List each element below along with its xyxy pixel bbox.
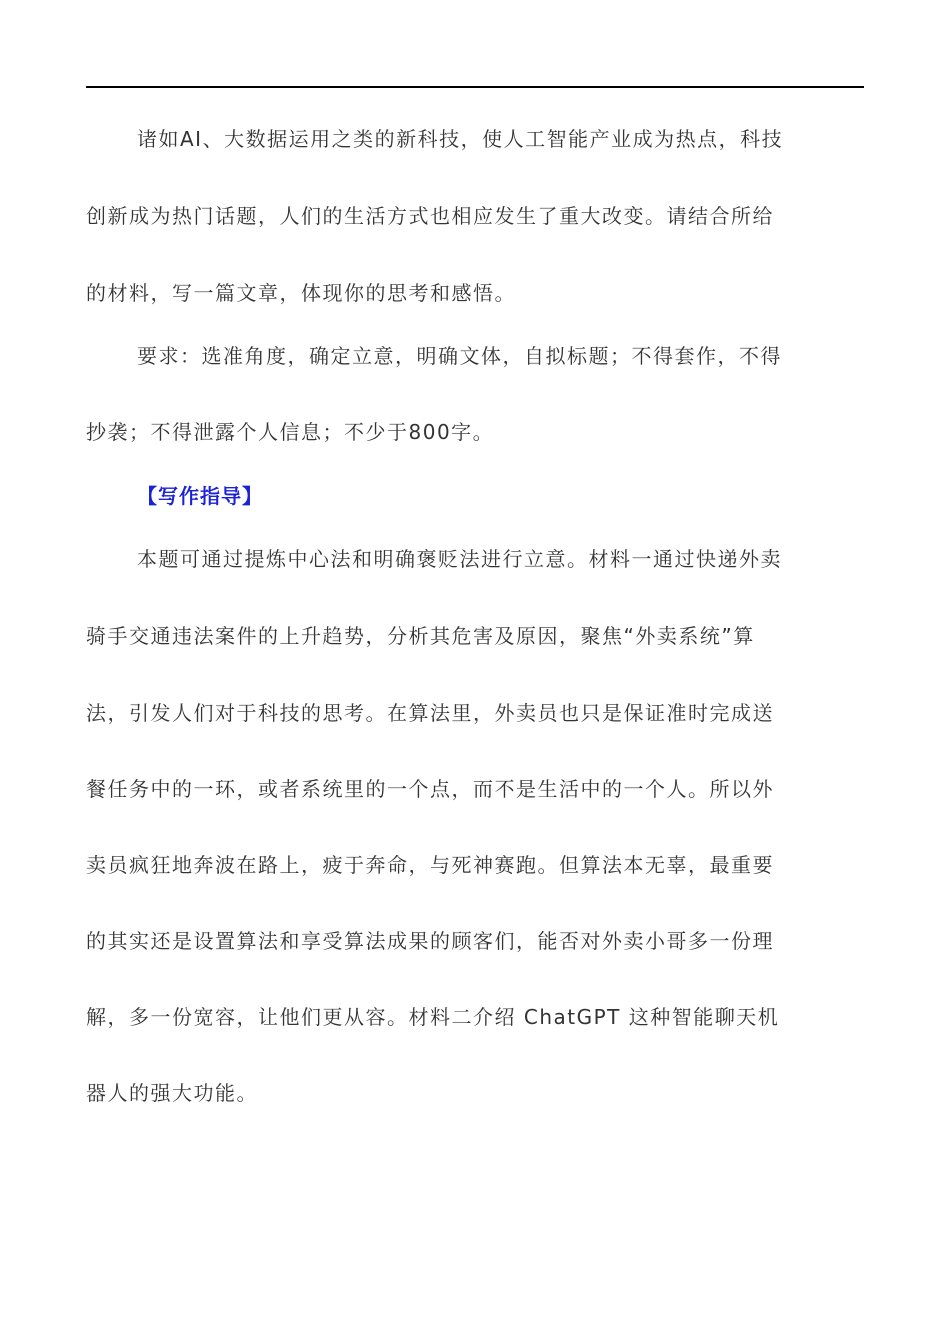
requirements-line-1: 要求：选准角度，确定立意，明确文体，自拟标题；不得套作，不得 (137, 344, 782, 368)
guidance-line-8: 器人的强大功能。 (86, 1081, 258, 1105)
header-rule (86, 86, 864, 88)
guidance-line-3: 法，引发人们对于科技的思考。在算法里，外卖员也只是保证准时完成送 (86, 701, 774, 725)
guidance-line-2: 骑手交通违法案件的上升趋势，分析其危害及原因，聚焦“外卖系统”算 (86, 624, 755, 648)
guidance-line-5: 卖员疯狂地奔波在路上，疲于奔命，与死神赛跑。但算法本无辜，最重要 (86, 853, 774, 877)
requirements-line-2: 抄袭；不得泄露个人信息；不少于800字。 (86, 420, 495, 444)
prompt-line-1: 诸如AI、大数据运用之类的新科技，使人工智能产业成为热点，科技 (137, 127, 784, 151)
guidance-line-4: 餐任务中的一环，或者系统里的一个点，而不是生活中的一个人。所以外 (86, 777, 774, 801)
prompt-line-2: 创新成为热门话题，人们的生活方式也相应发生了重大改变。请结合所给 (86, 204, 774, 228)
guidance-line-7: 解，多一份宽容，让他们更从容。材料二介绍 ChatGPT 这种智能聊天机 (86, 1005, 780, 1029)
section-heading: 【写作指导】 (137, 484, 263, 508)
prompt-line-3: 的材料，写一篇文章，体现你的思考和感悟。 (86, 281, 516, 305)
guidance-line-6: 的其实还是设置算法和享受算法成果的顾客们，能否对外卖小哥多一份理 (86, 929, 774, 953)
guidance-line-1: 本题可通过提炼中心法和明确褒贬法进行立意。材料一通过快递外卖 (137, 547, 782, 571)
